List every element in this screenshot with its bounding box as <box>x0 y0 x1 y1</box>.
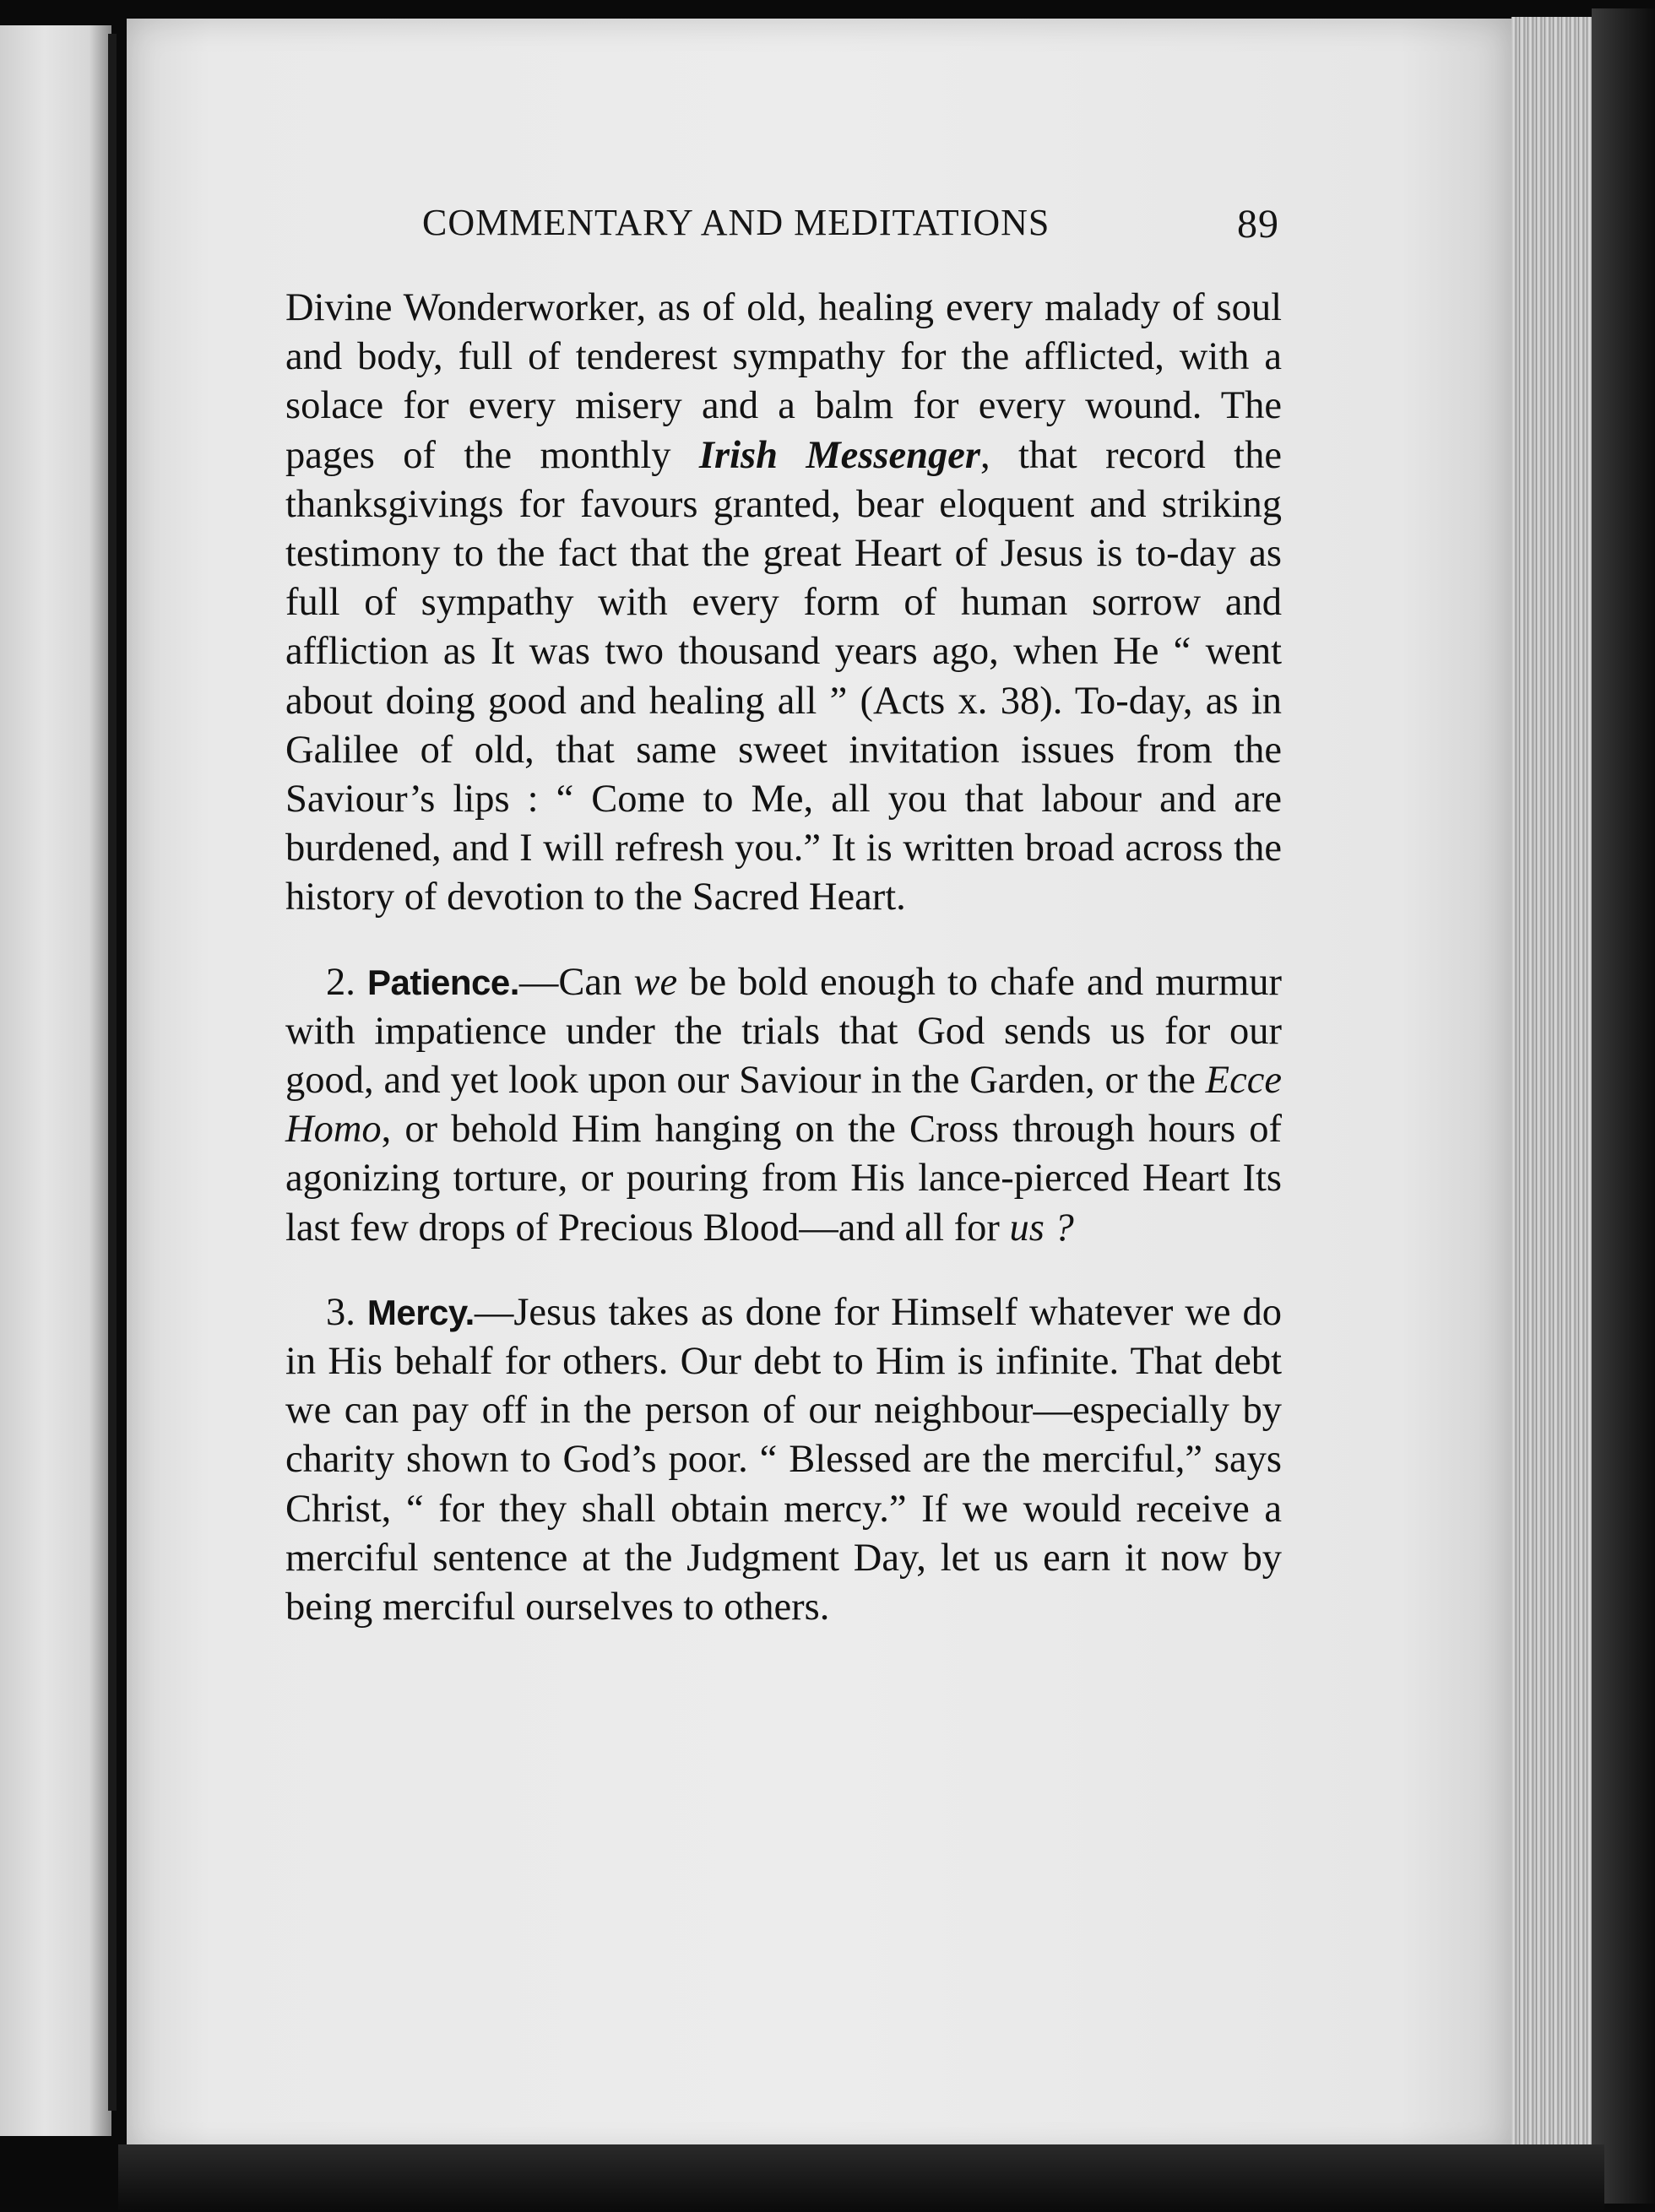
text-run: Divine Wonderworker, as of old, healing every malady of soul and body, full of tenderest sympathy for the afflicted, with a solace for every misery and a balm for every wound. The pages of the monthly <box>285 286 1282 477</box>
running-head <box>287 201 1279 260</box>
run-in-heading: Mercy. <box>366 1292 475 1332</box>
bottom-shadow <box>118 2144 1604 2212</box>
facing-page-edge <box>0 25 111 2136</box>
text-run: —Jesus takes as done for Himself whatever we do in His behalf for others. Our debt to Him is infinite. That debt we can pay off in the person of our neighbour—especially by charity shown to God’s poor. “ Blessed are the merciful,” says Christ, “ for they shall obtain mercy.” If we would receive a merciful sentence at the Judgment Day, let us earn it now by being merciful ourselves to others. <box>285 1290 1282 1629</box>
running-head-title: COMMENTARY AND MEDITATIONS <box>422 202 1050 243</box>
gutter-shadow <box>108 34 117 2111</box>
page-stack-edge <box>1511 17 1592 2161</box>
paragraph-continuation <box>285 284 1282 923</box>
body-text <box>285 284 1282 1632</box>
section-number: 3. <box>326 1290 355 1334</box>
italic-title: Ecce Homo <box>285 1059 1282 1152</box>
text-run: , or behold Him hanging on the Cross through hours of agonizing torture, or pouring from His lance-pierced Heart Its last few drops of Precious Blood—and all for <box>285 1108 1282 1250</box>
paragraph-mercy <box>285 1288 1282 1632</box>
italic-title: Irish Messenger <box>698 433 980 477</box>
text-run: , that record the thanksgivings for favours granted, bear eloquent and striking testimony to the fact that the great Heart of Jesus is to-day as full of sympathy with every form of human sorrow and affliction as It was two thousand years ago, when He “ went about doing good and healing all ” (Acts x. 38). To-day, as in Galilee of old, that same sweet invitation issues from the Saviour’s lips : “ Come to Me, all you that labour and are burdened, and I will refresh you.” It is written broad across the history of devotion to the Sacred Heart. <box>285 433 1282 919</box>
italic-emphasis: us ? <box>1009 1206 1074 1250</box>
section-number: 2. <box>326 960 355 1004</box>
run-in-heading: Patience. <box>366 962 519 1002</box>
paragraph-patience <box>285 958 1282 1253</box>
text-run: —Can <box>518 960 634 1004</box>
italic-emphasis: we <box>633 960 678 1004</box>
page-number: 89 <box>1237 202 1279 247</box>
page-stack-shadow <box>1592 8 1655 2204</box>
text-run: be bold enough to chafe and murmur with impatience under the trials that God sends us for our good, and yet look upon our Saviour in the Garden, or the <box>285 960 1283 1103</box>
